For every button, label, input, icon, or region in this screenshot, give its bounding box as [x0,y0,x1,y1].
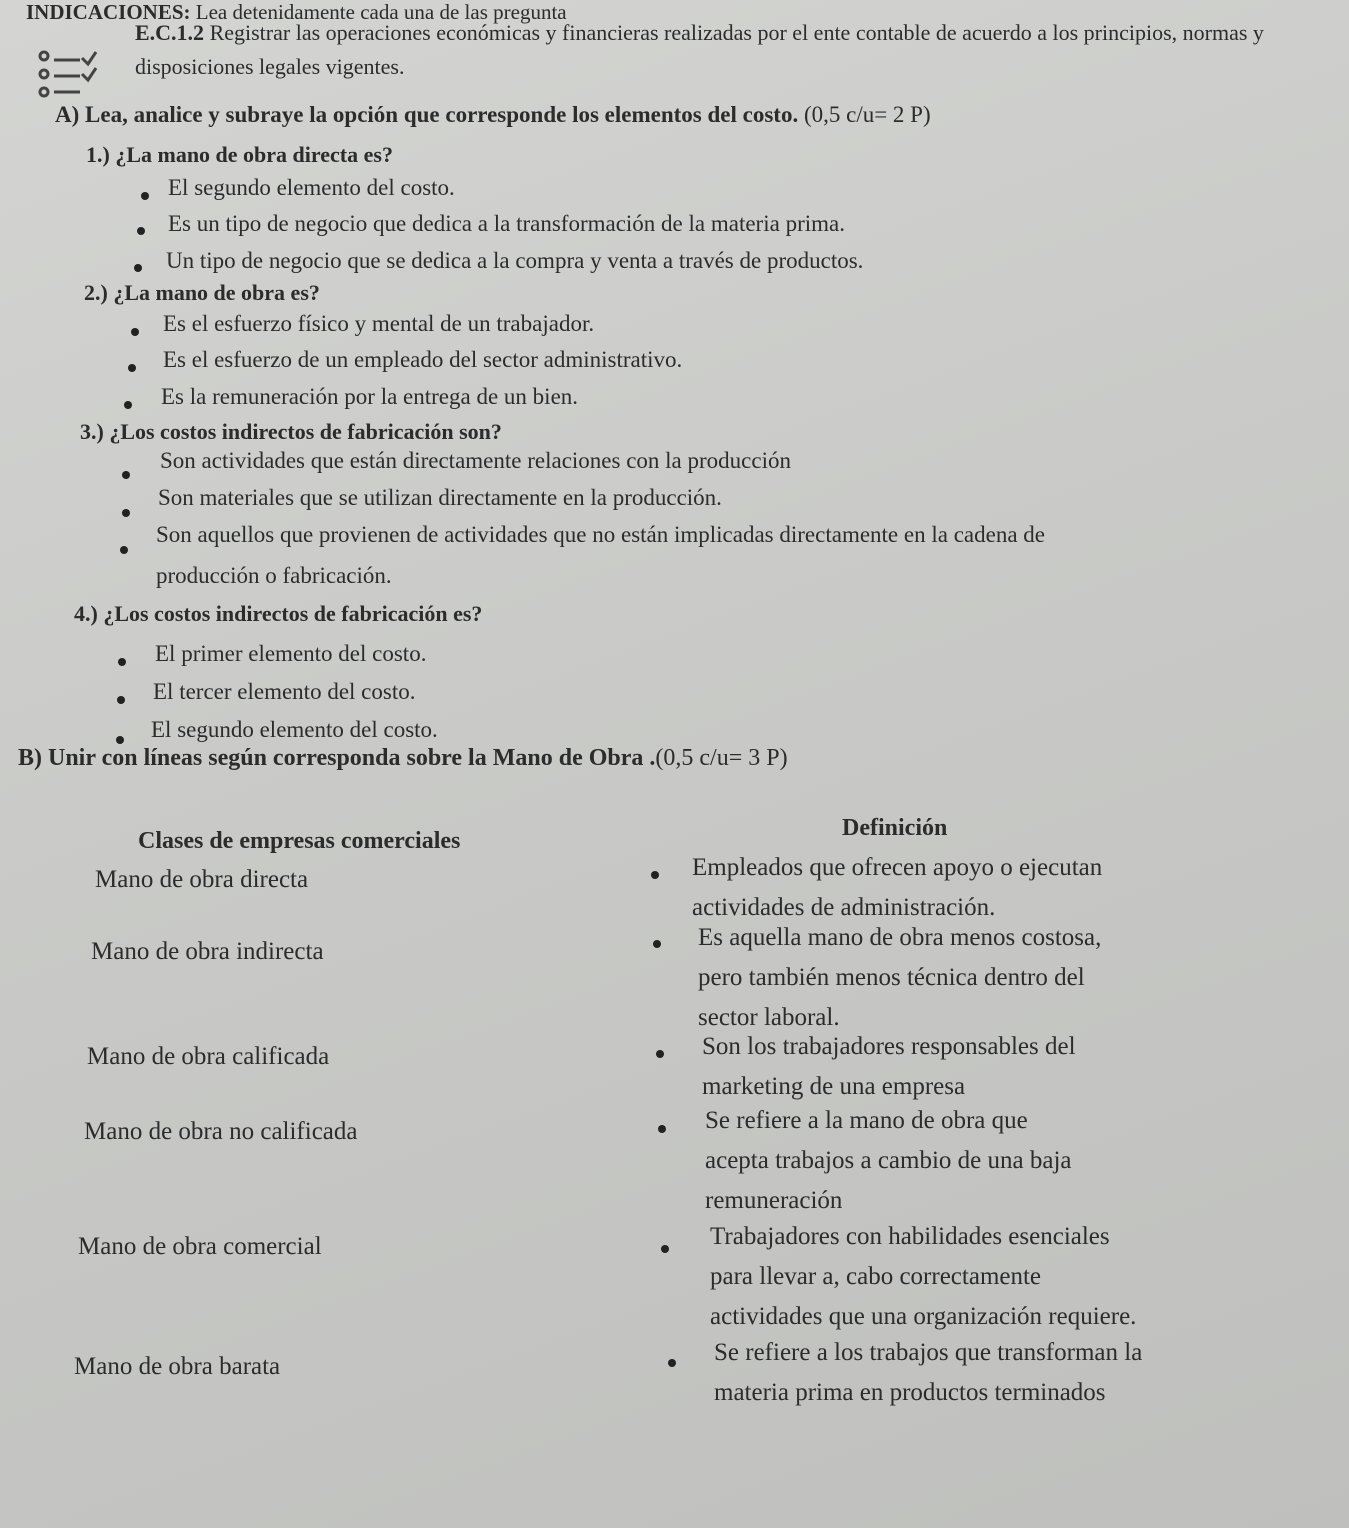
section-a-points: (0,5 c/u= 2 P) [803,102,931,127]
match-dot[interactable] [651,871,659,879]
question-3-option-1[interactable]: Son actividades que están directamente relaciones con la producción [160,448,791,473]
definition-line: marketing de una empresa [702,1073,966,1100]
question-4-title: 4.) ¿Los costos indirectos de fabricación es? [74,601,483,626]
match-left-item-1[interactable]: Mano de obra directa [95,866,309,893]
match-dot[interactable] [656,1050,664,1058]
match-definition-2[interactable] [698,918,1230,1038]
match-definition-3[interactable] [702,1027,1242,1107]
option-bullet [118,658,126,666]
option-bullet [122,471,130,479]
definition-line: Se refiere a la mano de obra que [705,1107,1028,1134]
definition-line: acepta trabajos a cambio de una baja [705,1147,1072,1174]
question-3-option-2[interactable]: Son materiales que se utilizan directamente en la producción. [158,485,722,510]
match-dot[interactable] [668,1359,676,1367]
definition-line: remuneración [705,1187,843,1214]
definition-line: Empleados que ofrecen apoyo o ejecutan [692,854,1103,881]
match-dot[interactable] [653,940,661,948]
definition-line: Trabajadores con habilidades esenciales [710,1223,1110,1250]
definition-line: pero también menos técnica dentro del [698,964,1085,991]
section-b-title: B) Unir con líneas según corresponda sobre la Mano de Obra .(0,5 c/u= 3 P) [18,745,788,771]
right-column-header: Definición [842,815,948,841]
instructions-text: Lea detenidamente cada una de las pregunta [195,0,567,24]
checklist-icon [36,48,100,104]
definition-line: Es aquella mano de obra menos costosa, [698,924,1102,951]
option-bullet [134,264,142,272]
evaluation-criterion [135,16,1285,84]
match-definition-4[interactable] [705,1101,1250,1221]
question-1-title: 1.) ¿La mano de obra directa es? [86,142,393,167]
left-column-header: Clases de empresas comerciales [138,828,461,854]
question-1-option-2[interactable]: Es un tipo de negocio que dedica a la transformación de la materia prima. [168,211,845,236]
option-bullet [117,696,125,704]
option-bullet [124,401,132,409]
question-2-title: 2.) ¿La mano de obra es? [84,280,320,305]
option-bullet [141,192,149,200]
question-2-option-1[interactable]: Es el esfuerzo físico y mental de un trabajador. [163,311,595,336]
definition-line: actividades de administración. [692,894,996,921]
question-4-option-1[interactable]: El primer elemento del costo. [155,641,427,666]
match-definition-5[interactable] [710,1217,1260,1337]
question-1-option-1[interactable]: El segundo elemento del costo. [168,175,455,200]
match-left-item-2[interactable]: Mano de obra indirecta [91,938,324,965]
section-b-points: (0,5 c/u= 3 P) [655,745,788,771]
definition-line: para llevar a, cabo correctamente [710,1263,1042,1290]
match-dot[interactable] [661,1245,669,1253]
question-2-option-2[interactable]: Es el esfuerzo de un empleado del sector administrativo. [163,347,683,372]
option-bullet [137,227,145,235]
definition-line: Son los trabajadores responsables del [702,1033,1076,1060]
definition-line: actividades que una organización requiere. [710,1303,1137,1330]
question-3-title: 3.) ¿Los costos indirectos de fabricación son? [80,419,502,444]
criterion-code: E.C.1.2 [135,20,205,45]
option-bullet [122,509,130,517]
instructions-label: INDICACIONES: [26,0,191,24]
definition-line: materia prima en productos terminados [714,1379,1106,1406]
definition-line: Se refiere a los trabajos que transforman la [714,1339,1143,1366]
match-definition-1[interactable] [692,848,1222,928]
option-bullet [120,546,128,554]
option-bullet [116,736,124,744]
question-4-option-2[interactable]: El tercer elemento del costo. [153,679,416,704]
question-3-option-3-continued[interactable]: producción o fabricación. [156,563,392,588]
definition-line: sector laboral. [698,1004,840,1031]
match-dot[interactable] [658,1125,666,1133]
question-4-option-3[interactable]: El segundo elemento del costo. [151,717,438,742]
question-1-option-3[interactable]: Un tipo de negocio que se dedica a la compra y venta a través de productos. [166,248,864,273]
question-2-option-3[interactable]: Es la remuneración por la entrega de un bien. [161,384,579,409]
section-a-title: A) Lea, analice y subraye la opción que corresponde los elementos del costo. (0,5 c/u= 2 P) [55,102,931,127]
question-3-option-3[interactable]: Son aquellos que provienen de actividades que no están implicadas directamente en la cadena de [156,522,1045,547]
match-left-item-5[interactable]: Mano de obra comercial [78,1233,322,1260]
option-bullet [128,364,136,372]
option-bullet [131,328,139,336]
match-left-item-3[interactable]: Mano de obra calificada [87,1043,330,1070]
criterion-text: Registrar las operaciones económicas y financieras realizadas por el ente contable de acuerdo a los principios, normas y disposiciones legales vigentes. [135,20,1264,79]
match-left-item-6[interactable]: Mano de obra barata [74,1353,281,1380]
match-left-item-4[interactable]: Mano de obra no calificada [84,1118,358,1145]
match-definition-6[interactable] [714,1333,1274,1413]
